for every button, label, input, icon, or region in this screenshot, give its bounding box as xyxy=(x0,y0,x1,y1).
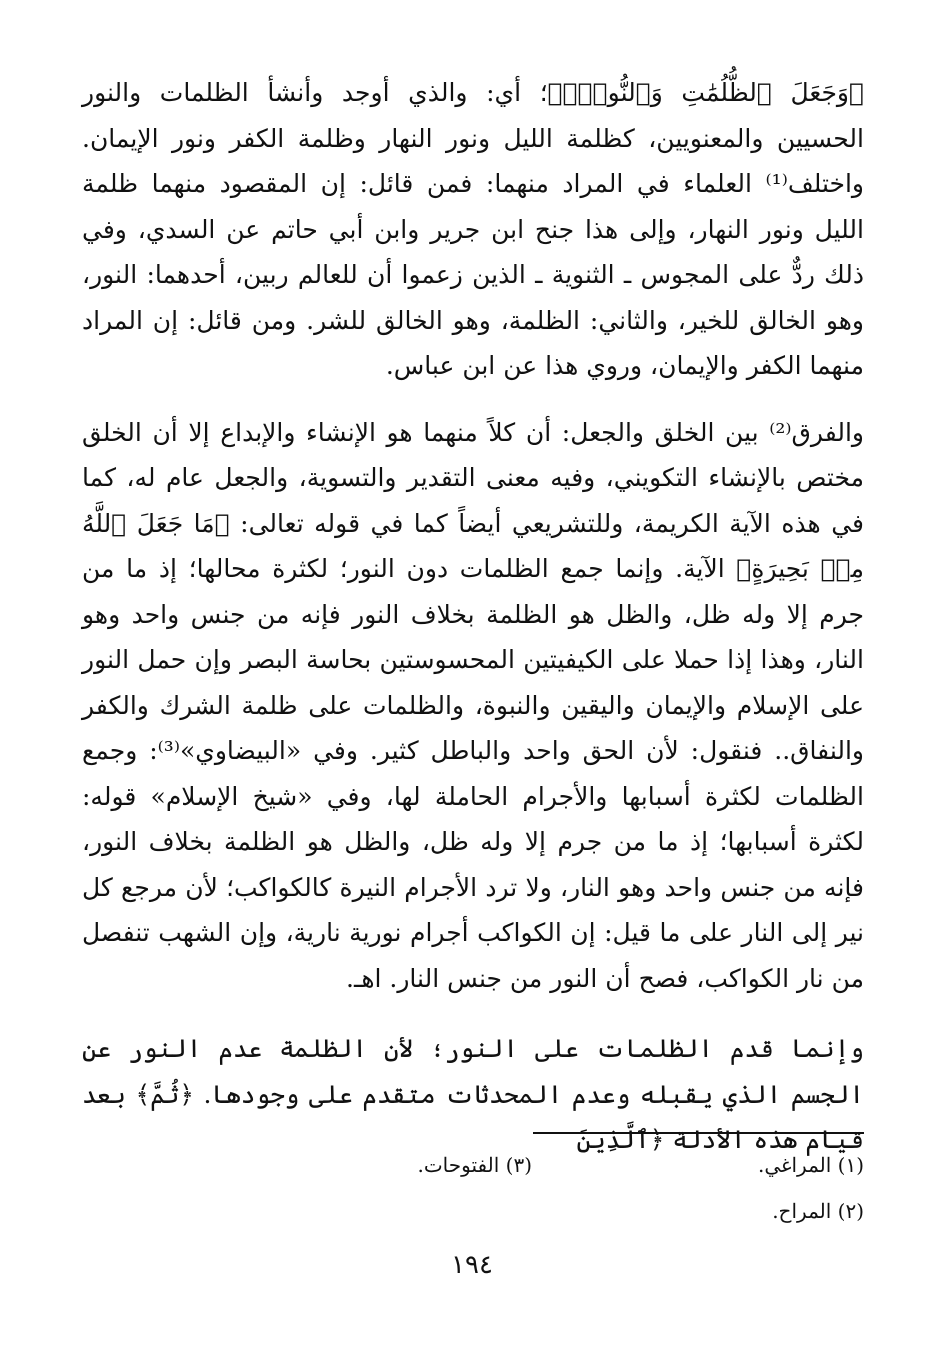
body-text xyxy=(82,70,864,1163)
footnote-separator xyxy=(533,1132,864,1134)
paragraph: والفرق⁽²⁾ بين الخلق والجعل: أن كلاً منهما هو الإنشاء والإبداع إلا أن الخلق مختص بالإنشاء التكويني، وفيه معنى التقدير والتسوية، والجعل عام له، كما في هذه الآية الكريمة، وللتشريعي أيضاً كما في قوله تعالى: ﴿مَا جَعَلَ ٱللَّهُ مِنۢ بَحِيرَةٍ﴾ الآية. وإنما جمع الظلمات دون النور؛ لكثرة محالها؛ إذ ما من جرم إلا وله ظل، والظل هو الظلمة بخلاف النور فإنه من جنس واحد وهو النار، وهذا إذا حملا على الكيفيتين المحسوستين بحاسة البصر وإن حمل النور على الإسلام والإيمان واليقين والنبوة، والظلمات على ظلمة الشرك والكفر والنفاق.. فنقول: لأن الحق واحد والباطل كثير. وفي «البيضاوي»⁽³⁾: وجمع الظلمات لكثرة أسبابها والأجرام الحاملة لها، وفي «شيخ الإسلام» قوله: لكثرة أسبابها؛ إذ ما من جرم إلا وله ظل، والظل هو الظلمة بخلاف النور، فإنه من جنس واحد وهو النار، ولا ترد الأجرام النيرة كالكواكب؛ لأن مرجع كل نير إلى النار على ما قيل: إن الكواكب أجرام نورية نارية، وإن الشهب تنفصل من نار الكواكب، فصح أن النور من جنس النار. اهـ. xyxy=(82,417,864,993)
paragraph: ﴿وَجَعَلَ ٱلظُّلُمَٰتِ وَٱلنُّورَۖ﴾؛ أي: والذي أوجد وأنشأ الظلمات والنور الحسيين والمعنويين، كظلمة الليل ونور النهار وظلمة الكفر ونور الإيمان. واختلف⁽¹⁾ العلماء في المراد منهما: فمن قائل: إن المقصود منهما ظلمة الليل ونور النهار، وإلى هذا جنح ابن جرير وابن أبي حاتم عن السدي، وفي ذلك ردٌّ على المجوس ـ الثنوية ـ الذين زعموا أن للعالم ربين، أحدهما: النور، وهو الخالق للخير، والثاني: الظلمة، وهو الخالق للشر. ومن قائل: إن المراد منهما الكفر والإيمان، وروي هذا عن ابن عباس. xyxy=(82,78,864,380)
footnotes xyxy=(200,1142,864,1234)
footnote-3: (٣) الفتوحات. xyxy=(417,1153,532,1177)
footnote-1: (١) المراغي. xyxy=(757,1153,864,1177)
page-number: ١٩٤ xyxy=(451,1250,493,1280)
footnote-2: (٢) المراح. xyxy=(772,1199,864,1223)
paragraph: وإنما قدم الظلمات على النور؛ لأن الظلمة عدم النور عن الجسم الذي يقبله وعدم المحدثات متقدم على وجودها. ﴿ثُمَّ﴾ بعد قيام هذه الأدلة ﴿ٱلَّذِينَ xyxy=(82,1034,864,1154)
